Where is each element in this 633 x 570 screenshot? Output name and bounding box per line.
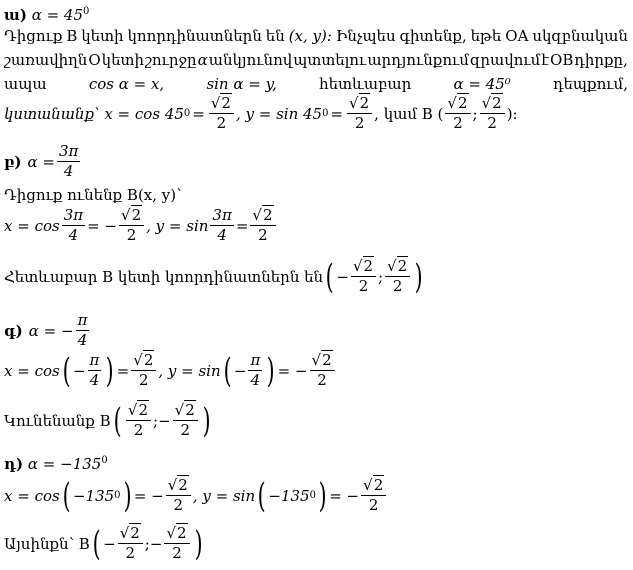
section-a-heading <box>4 3 89 24</box>
word: O <box>88 51 101 69</box>
minus: − <box>149 534 163 553</box>
paren-close: ) <box>194 523 203 564</box>
fraction: $\frac{√2}{2}$ <box>131 353 156 388</box>
section-a-paragraph-line-3 <box>4 75 628 93</box>
fraction: $\frac{√2}{2}$ <box>385 259 410 294</box>
word: արդյունքում <box>367 51 469 69</box>
section-c-formula: α = − <box>28 321 74 340</box>
fraction: $\frac{√2}{2}$ <box>209 96 234 131</box>
paren-close: ) <box>123 475 132 516</box>
fraction: $\frac{√2}{2}$ <box>361 478 386 513</box>
text: , y = sin <box>192 486 256 505</box>
fraction: $\frac{√2}{2}$ <box>118 526 143 561</box>
fraction: $\frac{\pi}{4}$ <box>89 351 100 389</box>
separator: ; <box>144 534 150 553</box>
fraction: $\frac{√2}{2}$ <box>166 478 191 513</box>
word: sin α = y, <box>206 75 277 93</box>
fraction: $\frac{√2}{2}$ <box>126 403 151 438</box>
text: = − <box>277 361 308 380</box>
fraction: $\frac{√2}{2}$ <box>173 403 198 438</box>
separator: ; <box>378 267 384 286</box>
word: α = 45⁰ <box>453 75 511 93</box>
paren-close: ) <box>106 350 115 391</box>
section-b-label: բ) <box>4 152 22 171</box>
degree-sup: 0 <box>83 6 90 17</box>
paren-open: ( <box>92 523 101 564</box>
section-a-formula: α = 45 <box>31 6 84 24</box>
separator: ; <box>472 104 478 123</box>
word: են <box>265 27 285 45</box>
fraction: $\frac{3\pi}{4}$ <box>63 206 84 244</box>
degree-sup: 0 <box>114 489 121 501</box>
section-d-label: դ) <box>4 455 24 473</box>
separator: ; <box>153 411 159 430</box>
minus: − <box>103 534 116 553</box>
text: = − <box>133 486 164 505</box>
paren-close: ) <box>414 256 423 297</box>
word: դեպքում, <box>553 75 628 93</box>
section-c-heading <box>4 313 91 348</box>
section-b-formula: α = <box>27 152 55 171</box>
text: = − <box>87 216 118 235</box>
fraction: $\frac{√2}{2}$ <box>347 96 372 131</box>
section-d-heading <box>4 452 108 473</box>
text: , y = sin <box>158 361 221 380</box>
word: շառավիղն <box>4 51 88 69</box>
paren-open: ( <box>223 350 232 391</box>
word: սկզբնական <box>532 27 628 45</box>
text: x = cos <box>4 361 60 380</box>
degree-sup: 0 <box>183 107 191 119</box>
word: անկյունով <box>208 51 293 69</box>
degree-sup: 0 <box>101 455 108 466</box>
word: է <box>541 51 550 69</box>
fraction: $\frac{3\pi}{4}$ <box>212 206 232 244</box>
minus: − <box>233 361 247 380</box>
word: Դիցուք <box>4 27 63 45</box>
fraction: $\frac{√2}{2}$ <box>119 208 144 243</box>
word: կետի <box>101 51 144 69</box>
text: x = cos <box>4 216 60 235</box>
result-y: , y = sin 45 <box>235 104 323 123</box>
word: OB <box>550 51 574 69</box>
word: α <box>197 51 208 69</box>
section-d-formula: α = −135 <box>27 455 102 473</box>
fraction: $\frac{\pi}{4}$ <box>77 311 88 349</box>
paren-open: ( <box>113 400 122 441</box>
minus: − <box>336 267 349 286</box>
section-a-label: ա) <box>4 6 27 24</box>
minus: − <box>72 361 86 380</box>
paren-open: ( <box>62 475 71 516</box>
section-d-line-1 <box>4 475 388 516</box>
word: (x, y): <box>288 27 332 45</box>
fraction: $\frac{√2}{2}$ <box>310 353 335 388</box>
text: Այսինքն՝ B <box>4 534 90 553</box>
word: շուրջը <box>145 51 197 69</box>
word: եթե <box>470 27 502 45</box>
word: կոորդինատներն <box>127 27 262 45</box>
text: , y = sin <box>146 216 209 235</box>
section-a-paragraph-line-2 <box>4 51 628 69</box>
fraction: $\frac{√2}{2}$ <box>250 208 275 243</box>
section-a-paragraph-line-1 <box>4 27 628 45</box>
section-d-line-2 <box>4 523 205 564</box>
paren-close: ) <box>266 350 275 391</box>
section-c-line-1 <box>4 350 337 391</box>
degree-sup: 0 <box>309 489 316 501</box>
angle: −135 <box>268 486 310 505</box>
paren-open: ( <box>325 256 334 297</box>
fraction: $\frac{√2}{2}$ <box>480 96 505 131</box>
paren-open: ( <box>62 350 71 391</box>
text: Կունենանք B <box>4 411 111 430</box>
word: cos α = x, <box>88 75 165 93</box>
word: B <box>66 27 78 45</box>
paren-close: ) <box>318 475 327 516</box>
fraction: $\frac{3\pi}{4}$ <box>59 142 79 180</box>
result-x: կստանանք՝ x = cos 45 <box>4 104 184 123</box>
word: դիրքը, <box>574 51 628 69</box>
text: Դիցուք ունենք B(x, y)՝ <box>4 186 182 204</box>
paren-open: ( <box>257 475 266 516</box>
minus: − <box>158 411 171 430</box>
text: = <box>235 216 249 235</box>
paren-close: ) <box>202 400 211 441</box>
word: Ինչպես <box>335 27 396 45</box>
section-b-line-1 <box>4 186 182 204</box>
point-b-close: ): <box>506 104 518 123</box>
word: հետևաբար <box>319 75 412 93</box>
section-c-label: գ) <box>4 321 23 340</box>
word: զրավում <box>470 51 541 69</box>
word: գիտենք, <box>399 27 467 45</box>
fraction: $\frac{√2}{2}$ <box>351 259 376 294</box>
fraction: $\frac{√2}{2}$ <box>445 96 470 131</box>
word: ապա <box>4 75 47 93</box>
angle: −135 <box>72 486 115 505</box>
text: Հետևաբար B կետի կոորդինատներն են <box>4 267 324 286</box>
section-a-result-line <box>4 96 518 131</box>
section-b-line-3 <box>4 256 425 297</box>
text: x = cos <box>4 486 60 505</box>
equals: = <box>330 104 344 123</box>
degree-sup: 0 <box>322 107 329 119</box>
fraction: $\frac{√2}{2}$ <box>164 526 189 561</box>
section-c-line-2 <box>4 400 213 441</box>
text: = <box>116 361 130 380</box>
equals: = <box>192 104 205 123</box>
fraction: $\frac{\pi}{4}$ <box>250 351 261 389</box>
text: = − <box>329 486 360 505</box>
word: OA <box>505 27 529 45</box>
section-b-line-2 <box>4 208 278 243</box>
point-b-open: , կամ B ( <box>374 104 444 123</box>
word: պտտելու <box>293 51 367 69</box>
section-b-heading <box>4 144 82 179</box>
word: կետի <box>81 27 124 45</box>
